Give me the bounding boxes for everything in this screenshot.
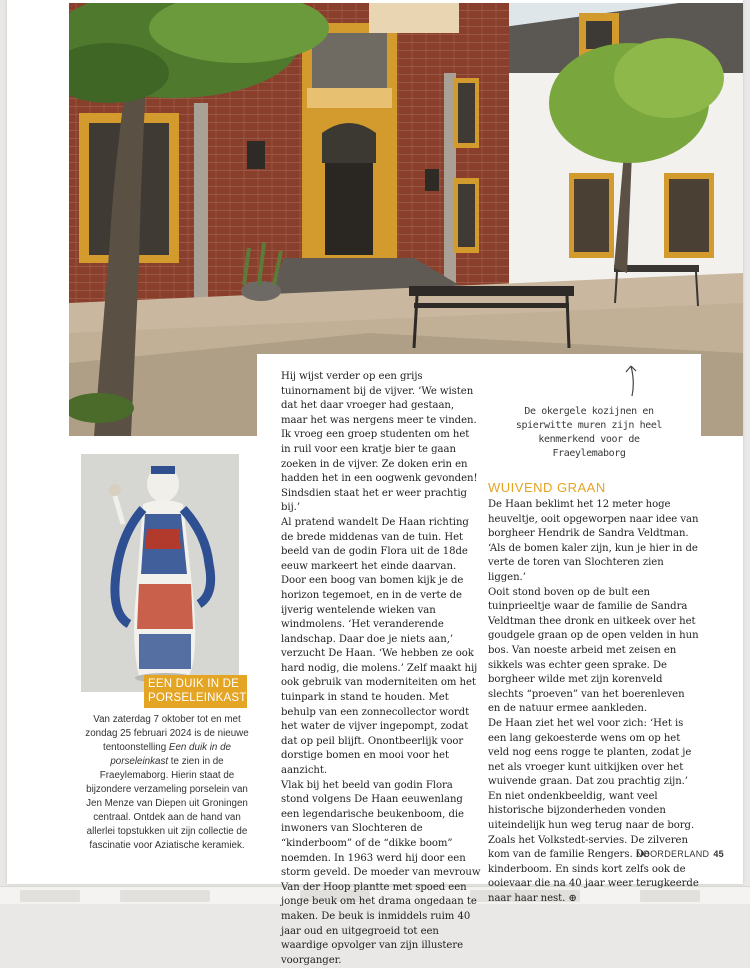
paragraph: Hij wijst verder op een grijs tuinornament bij de vijver. ‘We wisten dat het daar vroeger had gestaan, maar het was nergens meer te vinden. Ik vroeg een groep studenten om het in ruil voor een kratje bier te gaan zoeken in de vijver. Ze doken erin en hadden het in een oogwenk gevonden! Sindsdien staat het er weer prachtig bij.’: [281, 371, 478, 514]
paragraph: En niet ondenkbeeldig, want veel historische bijzonderheden vonden uiteindelijk hun weg terug naar de borg. Zoals het Volkstedt-servies. De zilveren kom van de familie Rengers. De kinderboom. En sinds kort zelfs ook de ooievaar die na 40 jaar weer terugkeerde naar haar nest. ⊕: [488, 790, 699, 905]
paragraph: De Haan beklimt het 12 meter hoge heuveltje, ooit opgeworpen naar idee van borgheer Hendrik de Sandra Veldtman. ‘Als de bomen kaler zijn, kun je hier in de verte de toren van Slochteren zien liggen.’: [488, 499, 699, 583]
porcelain-figure-photo: [81, 454, 239, 692]
sidebar-text-post: te zien in de Fraeylemaborg. Hierin staat de bijzondere verzameling porselein van Jen Menze van Diepen uit Groningen centraal. Ontdek aan de hand van allerlei topstukken uit zijn collectie de fascinatie voor Aziatische keramiek.: [86, 756, 248, 851]
paragraph: Al pratend wandelt De Haan richting de brede middenas van de tuin. Het beeld van de godin Flora uit de 18de eeuw markeert het einde daarvan. Door een boog van bomen kijk je de horizon tegemoet, en in de verte de ijverig wentelende wieken van windmolens. ‘Het veranderende landschap. Daar doe je niets aan,’ verzucht De Haan. ‘We hebben ze ook hard nodig, die molens.’ Zelf maakt hij ook gebruik van moderniteiten om het tuinpark in stand te houden. Met behulp van een zonnecollector wordt het water de vijver ingepompt, zodat dat op peil blijft. Onontbeerlijk voor dorstige bomen en mooi voor het aanzicht.: [281, 516, 478, 777]
paragraph: De Haan ziet het wel voor zich: ‘Het is een lang gekoesterde wens om op het veld nog eens rogge te planten, zodat je net als vroeger kunt uitkijken over het wuivende graan. Dat zou prachtig zijn.’: [488, 717, 692, 788]
sidebar-text-pre: Van zaterdag 7 oktober tot en met zondag 25 februari 2024 is de nieuwe tentoonstelling: [85, 714, 249, 753]
caption-arrow-icon: [623, 362, 641, 398]
exhibition-title: Een duik in de porseleinkast: [110, 742, 231, 767]
article-column-right: [488, 480, 700, 907]
exhibition-sidebar-text: [82, 713, 252, 853]
magazine-name: NOORDERLAND: [636, 849, 710, 859]
tag-line-1: EEN DUIK IN DE: [148, 678, 239, 690]
subheading: WUIVEND GRAAN: [488, 480, 606, 495]
tag-line-2: PORSELEINKAST: [148, 692, 247, 704]
page-number: 45: [713, 849, 724, 859]
paragraph: Vlak bij het beeld van godin Flora stond volgens De Haan eeuwenlang een legendarische beukenboom, die inwoners van Slochteren de “kinderboom” of de “dikke boom” noemden. In 1963 werd hij door een storm geveld. De moeder van mevrouw Van der Hoop plantte met spoed een jonge beuk om het drama ongedaan te maken. De beuk is inmiddels ruim 40 jaar oud en uitgegroeid tot een waardige opvolger van zijn illustere voorganger.: [281, 779, 481, 966]
photo-caption: De okergele kozijnen en spierwitte muren zijn heel kenmerkend voor de Fraeylemaborg: [515, 406, 663, 459]
page-footer: [636, 849, 724, 859]
paragraph: Ooit stond boven op de bult een tuinprieeltje waar de familie de Sandra Veldtman thee dronk en uitkeek over het goudgele graan op de open velden in hun bos. Van noeste arbeid met zeisen en sikkels was echter geen sprake. De borgheer wilde met zijn korenveld slechts “proeven” van het boerenleven en de natuur ermee aankleden.: [488, 586, 699, 715]
article-column-middle: [257, 354, 481, 966]
exhibition-tag: [144, 675, 247, 708]
